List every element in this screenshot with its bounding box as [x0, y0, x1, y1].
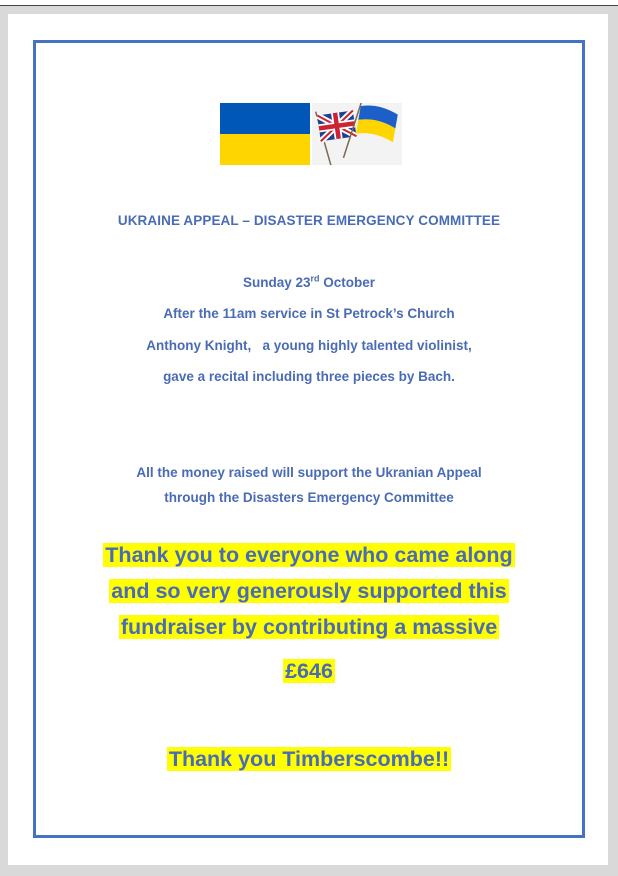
money-line-2: through the Disasters Emergency Committee: [164, 490, 454, 505]
notice-title: UKRAINE APPEAL – DISASTER EMERGENCY COMMITTEE: [117, 213, 501, 228]
date-ordinal: rd: [310, 273, 320, 284]
money-line-1: All the money raised will support the Ukranian Appeal: [136, 465, 482, 480]
uk-ukraine-crossed-flags-icon: [312, 103, 402, 165]
recital-line: gave a recital including three pieces by Bach.: [163, 369, 455, 384]
amount-text: £646: [285, 659, 333, 683]
thanks-text-1: Thank you to everyone who came along: [105, 543, 513, 567]
date-month: October: [319, 275, 376, 290]
thanks-text-3: fundraiser by contributing a massive: [120, 615, 498, 639]
flags-banner: [220, 103, 402, 167]
performer-line: Anthony Knight, a young highly talented violinist,: [146, 338, 472, 353]
thanks-text-2: and so very generously supported this: [111, 579, 507, 603]
amount-raised: [36, 659, 582, 684]
date-prefix: Sunday 23: [242, 275, 311, 290]
notice-border-frame: [33, 40, 585, 838]
thanks-line-3: [36, 615, 582, 640]
thanks-line-1: [36, 543, 582, 568]
thanks-line-2: [36, 579, 582, 604]
top-rule: [0, 0, 618, 6]
closing-thanks: [36, 747, 582, 772]
event-location: After the 11am service in St Petrock’s Church: [163, 306, 455, 321]
ukraine-flag-icon: [220, 103, 310, 165]
closing-text: Thank you Timberscombe!!: [168, 747, 450, 771]
event-date: [36, 275, 582, 290]
page: [8, 14, 608, 865]
